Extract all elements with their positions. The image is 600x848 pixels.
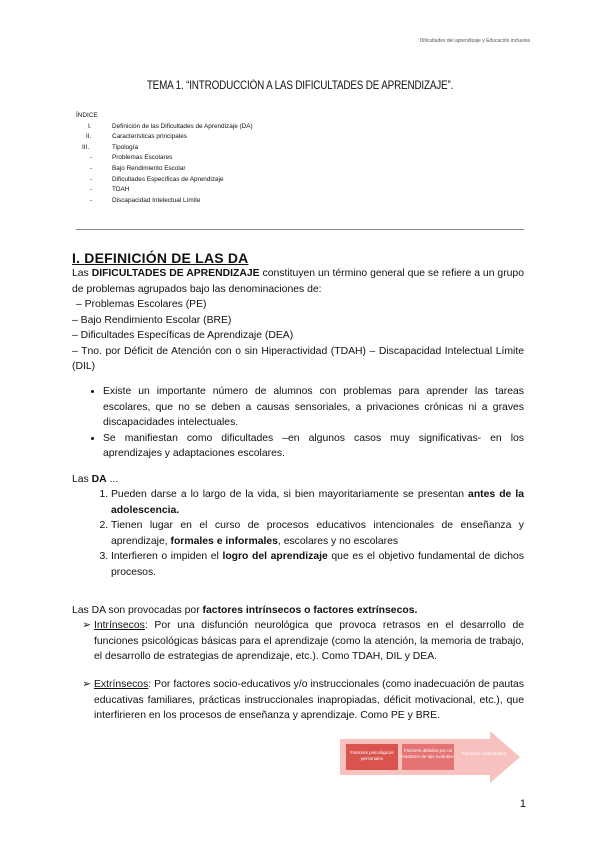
toc-item xyxy=(76,143,253,154)
arrow-bullet-icon: ➢ xyxy=(82,620,91,631)
toc-num: III. xyxy=(82,143,90,151)
toc-item xyxy=(76,132,253,143)
toc-dash: - xyxy=(90,196,93,204)
toc-sublabel: TDAH xyxy=(112,186,130,194)
diagram-box-3-label: Factores contextuales xyxy=(461,751,507,756)
das-post: ... xyxy=(106,474,119,485)
toc-dash: - xyxy=(90,186,93,194)
page-number: 1 xyxy=(519,798,526,810)
das-pre: Las xyxy=(72,474,92,485)
toc-sublabel: Discapacidad Intelectual Límite xyxy=(112,196,201,204)
toc-subitem xyxy=(76,175,253,186)
toc-sublabel: Dificultades Específicas de Aprendizaje xyxy=(112,175,224,183)
page-title: TEMA 1. “INTRODUCCIÓN A LAS DIFICULTADES DE APRENDIZAJE”. xyxy=(146,80,454,92)
intrinsic-label: Intrínsecos xyxy=(94,620,145,631)
das-bold: DA xyxy=(91,474,107,485)
toc-sublabel: Bajo Rendimiento Escolar xyxy=(112,164,186,172)
intro-paragraph xyxy=(72,266,524,297)
bullet-item: • Existe un importante número de alumnos con problemas para aprender las tareas escolares, que no se deben a causas sensoriales, a privaciones crónicas ni a graves discapacidades intelectuales. xyxy=(103,384,524,431)
numbered-item: 1. Pueden darse a lo largo de la vida, si bien mayoritariamente se presentan antes de la adolescencia. xyxy=(111,487,524,518)
causes-intro xyxy=(72,603,524,619)
toc-dash: - xyxy=(90,154,93,162)
toc-sublabel: Problemas Escolares xyxy=(112,154,173,162)
section-heading: I. DEFINICIÓN DE LAS DA xyxy=(72,250,249,266)
toc-heading: ÍNDICE xyxy=(76,112,98,119)
da-type-line: – Tno. por Déficit de Atención con o sin Hiperactividad (TDAH) – Discapacidad Intelectual Límite (DIL) xyxy=(72,345,524,372)
extrinsic-text: : Por factores socio-educativos y/o instruccionales (como inadecuación de pautas educativas familiares, prácticas instruccionales inapropiadas, déficit motivacional, etc.), que interfirieren en los procesos de enseñanza y aprendizaje. Como PE y BRE. xyxy=(94,679,524,721)
numbered-item: 2. Tienen lugar en el curso de procesos educativos intencionales de enseñanza y aprendizaje, formales e informales, escolares y no escolares xyxy=(111,518,524,549)
intrinsic-text: : Por una disfunción neurológica que provoca retrasos en el desarrollo de funciones psicológicas básicas para el aprendizaje (como la atención, la memoria de trabajo, el desarrollo de estrategias de aprendizaje, etc.). Como TDAH, DIL y DEA. xyxy=(94,620,524,662)
toc-item xyxy=(76,122,253,133)
numbered-list xyxy=(72,487,524,580)
divider xyxy=(76,229,524,230)
da-type-line: – Bajo Rendimiento Escolar (BRE) xyxy=(72,314,232,326)
toc-dash: - xyxy=(90,175,93,183)
da-type-line: – Dificultades Específicas de Aprendizaje (DEA) xyxy=(72,330,294,341)
factors-diagram xyxy=(340,731,520,783)
bullet-item: • Se manifiestan como dificultades –en algunos casos muy significativas- en los aprendizajes y adaptaciones escolares. xyxy=(103,431,524,462)
diagram-box-1-label: Factores psicológicos personales xyxy=(350,750,394,761)
toc-subitem xyxy=(76,164,253,175)
toc-subitem xyxy=(76,153,253,164)
extrinsic-label: Extrínsecos xyxy=(94,679,149,690)
factors-diagram-svg xyxy=(340,731,520,783)
intro-bold: DIFICULTADES DE APRENDIZAJE xyxy=(91,268,260,279)
toc-subitem xyxy=(76,196,253,207)
toc-label: Tipología xyxy=(112,143,139,151)
intro-text-end: constituyen un término general que se refiere a un grupo de problemas agrupados bajo las denominaciones de: xyxy=(72,268,524,295)
toc-num: I. xyxy=(88,122,92,130)
running-header: Dificultades del aprendizaje y Educación inclusiva xyxy=(419,38,530,44)
toc-subitem xyxy=(76,185,253,196)
numbered-item: 3. Interfieren o impiden el logro del aprendizaje que es el objetivo fundamental de dichos procesos. xyxy=(111,549,524,580)
bullet-list xyxy=(72,384,524,462)
causes-bold: factores intrínsecos o factores extrínsecos. xyxy=(202,605,418,616)
toc-label: Definición de las Dificultades de Aprendizaje (DA) xyxy=(112,122,253,130)
intrinsic-item xyxy=(72,618,524,665)
arrow-bullet-icon: ➢ xyxy=(82,679,91,690)
toc-dash: - xyxy=(90,164,93,172)
extrinsic-item xyxy=(72,677,524,724)
da-type-line: – Problemas Escolares (PE) xyxy=(76,299,207,310)
table-of-contents xyxy=(76,111,253,206)
das-intro xyxy=(72,472,524,488)
causes-pre: Las DA son provocadas por xyxy=(72,605,203,616)
intro-text: Las xyxy=(72,268,92,279)
toc-num: II. xyxy=(86,133,92,141)
da-types-list xyxy=(72,297,524,375)
diagram-box-2-label: Factores debidos por un trastorno de tipo evolutivo xyxy=(402,748,454,759)
toc-label: Características principales xyxy=(112,133,187,141)
